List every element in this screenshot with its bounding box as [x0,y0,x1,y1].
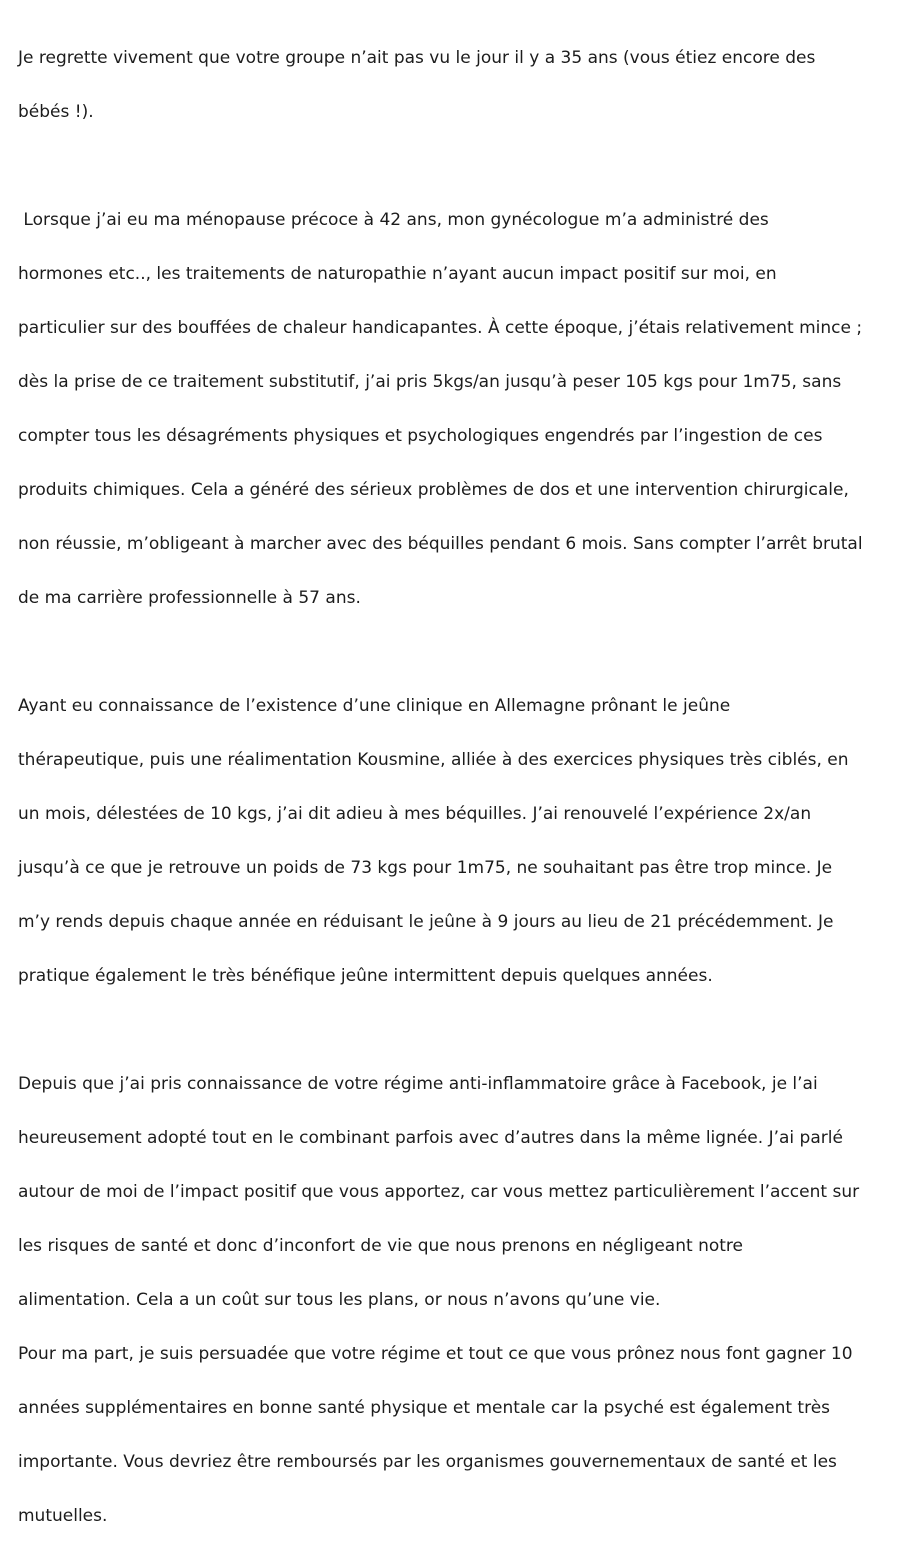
text-line: heureusement adopté tout en le combinant parfois avec d’autres dans la même lignée. J’ai parlé [18,1128,843,1148]
text-line: non réussie, m’obligeant à marcher avec des béquilles pendant 6 mois. Sans compter l’arrêt brutal [18,534,863,554]
text-line: Depuis que j’ai pris connaissance de votre régime anti-inflammatoire grâce à Facebook, je l’ai [18,1074,818,1094]
text-line: autour de moi de l’impact positif que vous apportez, car vous mettez particulièrement l’accent sur [18,1182,860,1202]
text-line: mutuelles. [18,1506,108,1526]
text-line: de ma carrière professionnelle à 57 ans. [18,588,361,608]
text-line: dès la prise de ce traitement substitutif, j’ai pris 5kgs/an jusqu’à peser 105 kgs pour 1m75, sans [18,372,842,392]
text-line: hormones etc.., les traitements de naturopathie n’ayant aucun impact positif sur moi, en [18,264,777,284]
text-line: particulier sur des bouffées de chaleur handicapantes. À cette époque, j’étais relativement mince ; [18,318,863,338]
text-line: Pour ma part, je suis persuadée que votre régime et tout ce que vous prônez nous font gagner 10 [18,1344,853,1364]
text-line: un mois, délestées de 10 kgs, j’ai dit adieu à mes béquilles. J’ai renouvelé l’expérience 2x/an [18,804,812,824]
text-line: jusqu’à ce que je retrouve un poids de 73 kgs pour 1m75, ne souhaitant pas être trop mince. Je [18,858,833,878]
text-line: Lorsque j’ai eu ma ménopause précoce à 42 ans, mon gynécologue m’a administré des [18,210,769,230]
text-line: m’y rends depuis chaque année en réduisant le jeûne à 9 jours au lieu de 21 précédemment. Je [18,912,834,932]
paragraph-clinic [18,666,906,1017]
text-line: années supplémentaires en bonne santé physique et mentale car la psyché est également très [18,1398,831,1418]
text-line: compter tous les désagréments physiques et psychologiques engendrés par l’ingestion de ces [18,426,823,446]
text-line: Je regrette vivement que votre groupe n’ait pas vu le jour il y a 35 ans (vous étiez encore des [18,48,816,68]
paragraph-intro [18,18,906,153]
text-line: alimentation. Cela a un coût sur tous les plans, or nous n’avons qu’une vie. [18,1290,661,1310]
text-line: thérapeutique, puis une réalimentation Kousmine, alliée à des exercices physiques très ciblés, en [18,750,849,770]
text-line: pratique également le très bénéfique jeûne intermittent depuis quelques années. [18,966,713,986]
paragraph-menopause [18,180,906,639]
paragraph-diet [18,1044,906,1556]
text-line: importante. Vous devriez être remboursés par les organismes gouvernementaux de santé et les [18,1452,837,1472]
text-line: les risques de santé et donc d’inconfort de vie que nous prenons en négligeant notre [18,1236,743,1256]
text-line: produits chimiques. Cela a généré des sérieux problèmes de dos et une intervention chirurgicale, [18,480,849,500]
text-line: Ayant eu connaissance de l’existence d’une clinique en Allemagne prônant le jeûne [18,696,731,716]
text-line: bébés !). [18,102,94,122]
